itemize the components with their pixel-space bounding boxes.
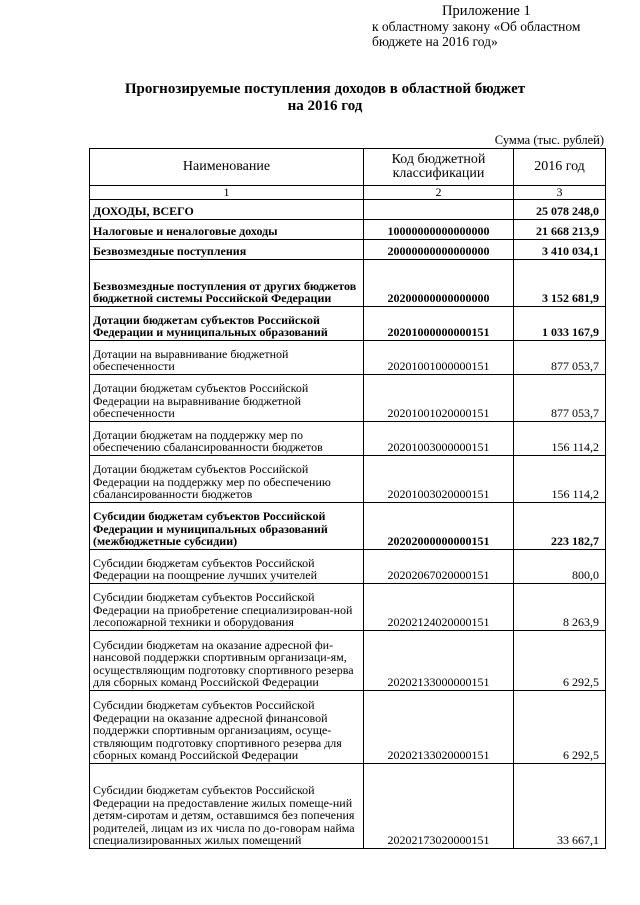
- row-code: 20202133000000151: [364, 630, 514, 690]
- row-code: 20202173020000151: [364, 763, 514, 848]
- column-number: 2: [364, 186, 514, 200]
- row-amount: 800,0: [514, 549, 606, 583]
- table-row: [90, 239, 606, 259]
- appendix-line-3: бюджете на 2016 год»: [372, 34, 498, 49]
- row-amount: 33 667,1: [514, 763, 606, 848]
- header-year: 2016 год: [514, 149, 606, 186]
- units-note: Сумма (тыс. рублей): [494, 133, 604, 147]
- table-row: [90, 502, 606, 549]
- row-name: Субсидии бюджетам субъектов Российской Федерации и муниципальных образований (межбюджетные субсидии): [90, 502, 364, 549]
- row-code: 10000000000000000: [364, 219, 514, 239]
- column-number-row: [90, 186, 606, 200]
- column-number: 1: [90, 186, 364, 200]
- row-code: 20201000000000151: [364, 306, 514, 340]
- row-amount: 877 053,7: [514, 374, 606, 421]
- row-amount: 223 182,7: [514, 502, 606, 549]
- table-row: [90, 549, 606, 583]
- row-name: Субсидии бюджетам на оказание адресной фи-нансовой поддержки спортивным организаци-ям, осуществляющим подготовку спортивного резерва для сборных команд Российской Федерации: [90, 630, 364, 690]
- row-name: Дотации бюджетам субъектов Российской Федерации на выравнивание бюджетной обеспеченности: [90, 374, 364, 421]
- row-code: 20202133020000151: [364, 690, 514, 763]
- row-amount: 25 078 248,0: [514, 199, 606, 219]
- table-row: [90, 374, 606, 421]
- row-code: [364, 199, 514, 219]
- row-amount: 877 053,7: [514, 340, 606, 374]
- row-name: Субсидии бюджетам субъектов Российской Федерации на приобретение специализирован-ной лесопожарной техники и оборудования: [90, 583, 364, 630]
- column-number: 3: [514, 186, 606, 200]
- table-row: [90, 455, 606, 502]
- row-amount: 156 114,2: [514, 421, 606, 455]
- row-name: Безвозмездные поступления: [90, 239, 364, 259]
- row-code: 20202000000000151: [364, 502, 514, 549]
- table-row: [90, 583, 606, 630]
- row-name: Дотации бюджетам на поддержку мер по обеспечению сбалансированности бюджетов: [90, 421, 364, 455]
- table-row: [90, 259, 606, 306]
- row-name: Субсидии бюджетам субъектов Российской Федерации на предоставление жилых помеще-ний детям-сиротам и детям, оставшимся без попечения родителей, лицам из их числа по до-говорам найма специализированных жилых помещений: [90, 763, 364, 848]
- table-row: [90, 421, 606, 455]
- row-amount: 1 033 167,9: [514, 306, 606, 340]
- row-name: Налоговые и неналоговые доходы: [90, 219, 364, 239]
- table-row: [90, 340, 606, 374]
- row-name: ДОХОДЫ, ВСЕГО: [90, 199, 364, 219]
- appendix-line-2: к областному закону «Об областном: [372, 19, 581, 34]
- appendix-note: [372, 4, 627, 49]
- row-amount: 8 263,9: [514, 583, 606, 630]
- row-code: 20000000000000000: [364, 239, 514, 259]
- row-amount: 3 152 681,9: [514, 259, 606, 306]
- table-row: [90, 690, 606, 763]
- row-amount: 21 668 213,9: [514, 219, 606, 239]
- document-title: [80, 81, 570, 115]
- row-code: 20202067020000151: [364, 549, 514, 583]
- document-title-line-1: Прогнозируемые поступления доходов в областной бюджет: [124, 81, 526, 97]
- row-name: Дотации на выравнивание бюджетной обеспеченности: [90, 340, 364, 374]
- row-code: 20201001020000151: [364, 374, 514, 421]
- row-name: Дотации бюджетам субъектов Российской Федерации и муниципальных образований: [90, 306, 364, 340]
- table-row: [90, 219, 606, 239]
- table-row: [90, 763, 606, 848]
- row-code: 20202124020000151: [364, 583, 514, 630]
- table-row: [90, 630, 606, 690]
- appendix-line-1: Приложение 1: [442, 3, 531, 19]
- row-amount: 6 292,5: [514, 690, 606, 763]
- row-code: 20201003000000151: [364, 421, 514, 455]
- row-amount: 6 292,5: [514, 630, 606, 690]
- table-row: [90, 199, 606, 219]
- row-name: Дотации бюджетам субъектов Российской Федерации на поддержку мер по обеспечению сбалансированности бюджетов: [90, 455, 364, 502]
- row-name: Безвозмездные поступления от других бюджетов бюджетной системы Российской Федерации: [90, 259, 364, 306]
- header-code: Код бюджетной классификации: [364, 149, 514, 186]
- row-name: Субсидии бюджетам субъектов Российской Федерации на поощрение лучших учителей: [90, 549, 364, 583]
- row-amount: 3 410 034,1: [514, 239, 606, 259]
- row-name: Субсидии бюджетам субъектов Российской Федерации на оказание адресной финансовой поддержки спортивным организациям, осуще-ствляющим подготовку спортивного резерва для сборных команд Российской Федерации: [90, 690, 364, 763]
- revenue-table: [89, 148, 606, 849]
- header-name: Наименование: [90, 149, 364, 186]
- table-row: [90, 306, 606, 340]
- document-title-line-2: на 2016 год: [287, 98, 363, 114]
- row-amount: 156 114,2: [514, 455, 606, 502]
- row-code: 20201001000000151: [364, 340, 514, 374]
- table-header-row: [90, 149, 606, 186]
- row-code: 20200000000000000: [364, 259, 514, 306]
- row-code: 20201003020000151: [364, 455, 514, 502]
